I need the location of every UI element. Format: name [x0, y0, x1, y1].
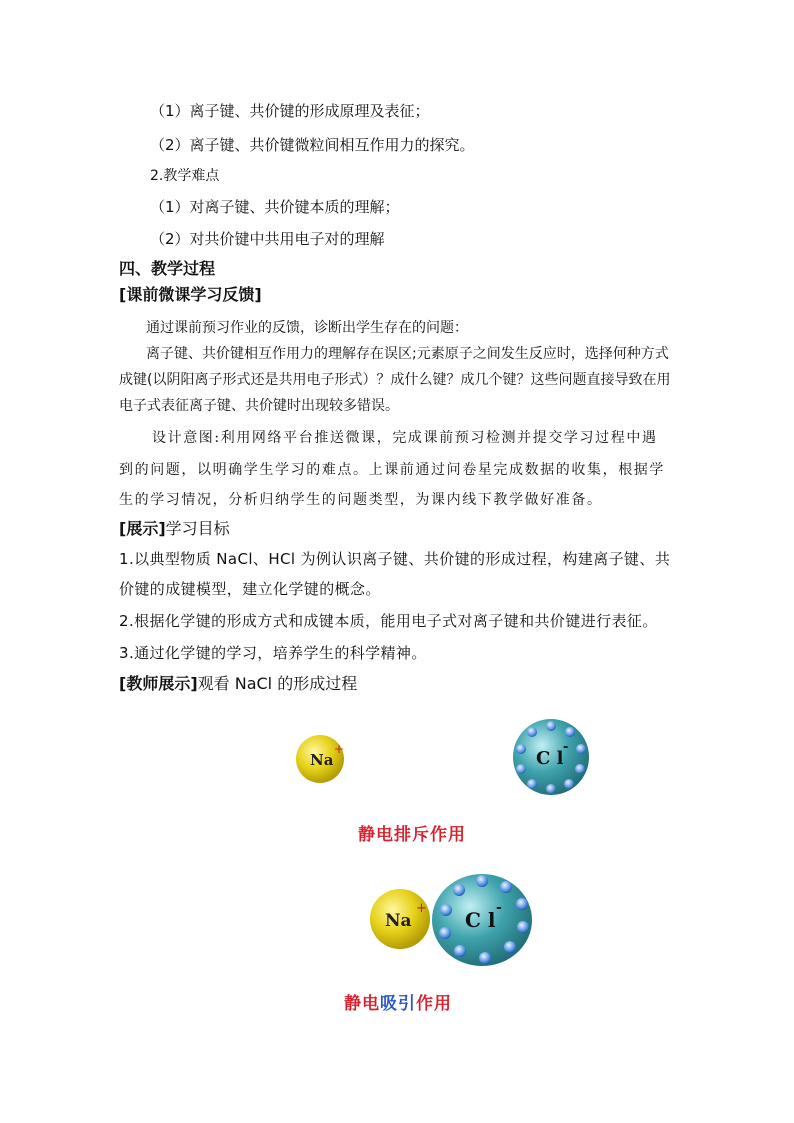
teacher-show-tag: [教师展示] [119, 674, 198, 693]
difficulty-1: （1）对离子键、共价键本质的理解； [150, 198, 400, 216]
repulsion-label: 静电排斥作用 [358, 825, 466, 845]
cl-charge-top: - [563, 740, 569, 755]
cl-ion-top [513, 719, 589, 795]
na-charge-bottom: + [416, 901, 427, 916]
attraction-label-part1: 静电 [344, 994, 380, 1014]
goal-2: 2.根据化学键的形成方式和成键本质，能用电子式对离子键和共价键进行表征。 [119, 612, 658, 630]
goal-1a: 1.以典型物质 NaCl、HCl 为例认识离子键、共价键的形成过程，构建离子键、共 [119, 550, 671, 568]
key-point-2: （2）离子键、共价键微粒间相互作用力的探究。 [150, 136, 475, 154]
design-intent-2: 到的问题，以明确学生学习的难点。上课前通过问卷星完成数据的收集，根据学 [119, 462, 665, 478]
nacl-formation-diagram [270, 715, 600, 1025]
cl-label-bottom: C l [465, 908, 496, 932]
na-charge-top: + [334, 742, 345, 756]
section-teacher-show [119, 674, 357, 694]
na-ion-bottom [370, 889, 430, 949]
design-intent-3: 生的学习情况，分析归纳学生的问题类型，为课内线下教学做好准备。 [119, 492, 603, 508]
difficulty-2: （2）对共价键中共用电子对的理解 [150, 230, 385, 248]
cl-ion-bottom [432, 874, 532, 966]
cl-label-top: C l [536, 748, 564, 769]
section-pre-class-feedback: [课前微课学习反馈] [119, 285, 262, 304]
cl-charge-bottom: - [496, 900, 502, 916]
attraction-label-part3: 作用 [416, 994, 452, 1014]
na-label-top: Na [310, 751, 334, 769]
teacher-show-text: 观看 NaCl 的形成过程 [197, 674, 358, 693]
section-show-goals [119, 519, 230, 539]
attraction-label-part2: 吸引 [380, 994, 416, 1014]
feedback-paragraph-1: 通过课前预习作业的反馈，诊断出学生存在的问题： [146, 320, 468, 336]
na-ion-top [296, 735, 344, 783]
feedback-paragraph-2c: 电子式表征离子键、共价键时出现较多错误。 [119, 398, 399, 414]
design-intent-1: 设计意图:利用网络平台推送微课，完成课前预习检测并提交学习过程中遇 [152, 430, 658, 446]
na-label-bottom: Na [385, 911, 412, 931]
nacl-diagram-svg [270, 715, 600, 1025]
show-tag: [展示] [119, 519, 166, 538]
feedback-paragraph-2b: 成键(以阴阳离子形式还是共用电子形式）？成什么键？成几个键？这些问题直接导致在用 [119, 372, 671, 388]
goal-3: 3.通过化学键的学习，培养学生的科学精神。 [119, 644, 427, 662]
section-heading-process: 四、教学过程 [119, 259, 216, 278]
difficulty-heading: 2.教学难点 [150, 168, 220, 184]
feedback-paragraph-2a: 离子键、共价键相互作用力的理解存在误区;元素原子之间发生反应时，选择何种方式 [146, 346, 669, 362]
show-text: 学习目标 [165, 519, 230, 538]
goal-1b: 价键的成键模型，建立化学键的概念。 [119, 580, 381, 598]
key-point-1: （1）离子键、共价键的形成原理及表征； [150, 102, 430, 120]
attraction-label [344, 993, 452, 1014]
